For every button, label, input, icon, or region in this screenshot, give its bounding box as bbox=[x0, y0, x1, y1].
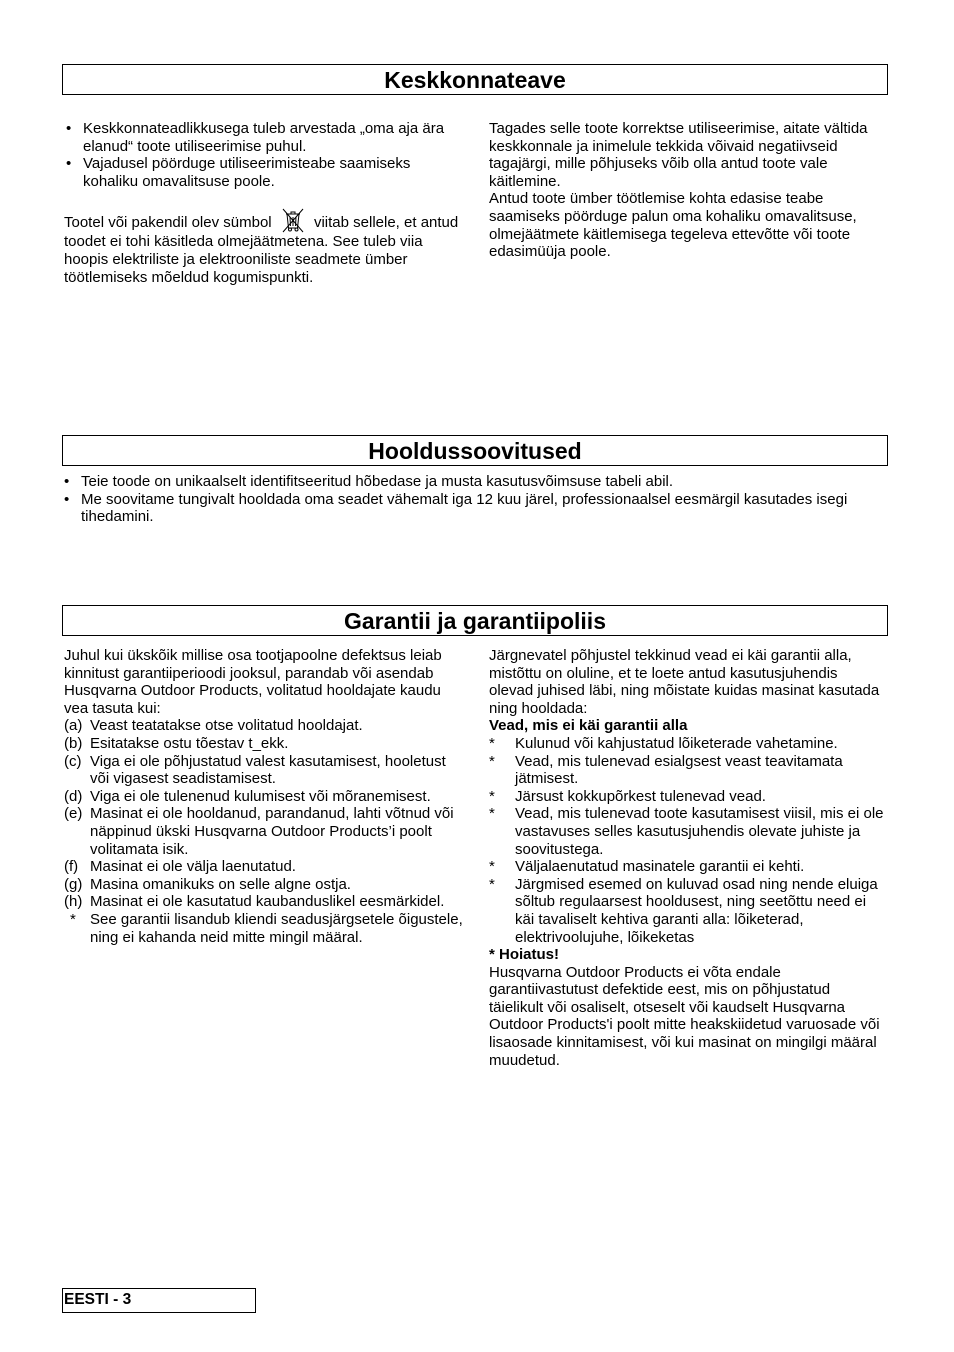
list-item bbox=[64, 717, 464, 735]
list-marker: (d) bbox=[64, 787, 83, 805]
list-marker: (e) bbox=[64, 805, 83, 823]
symbol-text-before: Tootel või pakendil olev sümbol bbox=[64, 214, 272, 232]
service-heading: Hooldussoovitused bbox=[62, 435, 888, 466]
symbol-paragraph bbox=[64, 207, 464, 286]
list-item-text: Masinat ei ole hooldanud, parandanud, lahti võtnud või näppinud ükski Husqvarna Outdoor Products’i poolt volitamata isik. bbox=[90, 805, 454, 858]
list-marker: (b) bbox=[64, 734, 83, 752]
list-item bbox=[64, 753, 464, 788]
crossed-out-wheelie-bin-icon bbox=[278, 207, 308, 233]
list-item: * Kulunud või kahjustatud lõiketerade vahetamine. bbox=[489, 735, 885, 753]
list-item: * Järsust kokkupõrkest tulenevad vead. bbox=[489, 788, 885, 806]
list-item: * Järgmised esemed on kuluvad osad ning nende eluiga sõltub regulaarsest hooldusest, ning seetõttu need ei käi tavaliselt kehtiva garanti alla: lõiketerad, elektrivoolujuhe, lõikeketas bbox=[489, 876, 885, 946]
list-marker: (f) bbox=[64, 858, 79, 876]
list-item: * Väljalaenutatud masinatele garantii ei kehti. bbox=[489, 858, 885, 876]
list-marker: (c) bbox=[64, 752, 82, 770]
environment-right-column bbox=[489, 120, 885, 261]
list-marker: (g) bbox=[64, 875, 83, 893]
page-footer-label: EESTI - 3 bbox=[62, 1288, 256, 1313]
warranty-right-intro: Järgnevatel põhjustel tekkinud vead ei käi garantii alla, mistõttu on oluline, et te loete antud kasutusjuhendis olevad juhised läbi, ning mõistate kuidas masinat kasutada ning hooldada: bbox=[489, 647, 880, 717]
list-item-text: See garantii lisandub kliendi seadusjärgsetele õigustele, ning ei kahanda neid mitte mingil määral. bbox=[90, 910, 463, 946]
warranty-conditions-list bbox=[64, 717, 464, 946]
list-item bbox=[64, 911, 464, 946]
warranty-right-column bbox=[489, 647, 885, 1069]
environment-bullet-list bbox=[64, 120, 464, 190]
environment-heading: Keskkonnateave bbox=[62, 64, 888, 95]
warranty-intro: Juhul kui ükskõik millise osa tootjapoolne defektsus leiab kinnitust garantiiperioodi jooksul, parandab või asendab Husqvarna Outdoor Products, volitatud hooldajate kaudu vea tasuta kui: bbox=[64, 647, 442, 717]
list-item-text: Masina omanikuks on selle algne ostja. bbox=[90, 875, 351, 893]
warranty-left-column bbox=[64, 647, 464, 946]
warranty-heading: Garantii ja garantiipoliis bbox=[62, 605, 888, 636]
list-item bbox=[64, 893, 464, 911]
list-item bbox=[64, 788, 464, 806]
warning-title: * Hoiatus! bbox=[489, 946, 560, 964]
list-item-text: Viga ei ole põhjustatud valest kasutamisest, hooletust või vigasest seadistamisest. bbox=[90, 752, 446, 788]
list-item: • Teie toode on unikaalselt identifitseeritud hõbedase ja musta kasutusvõimsuse tabeli abil. bbox=[62, 473, 888, 491]
list-item-text: Veast teatatakse otse volitatud hooldajat. bbox=[90, 717, 363, 735]
list-item bbox=[64, 876, 464, 894]
list-item: • Vajadusel pöörduge utiliseerimisteabe saamiseks kohaliku omavalitsuse poole. bbox=[64, 155, 464, 190]
list-item: * Vead, mis tulenevad esialgsest veast teavitamata jätmisest. bbox=[489, 753, 885, 788]
list-item-text: Masinat ei ole välja laenutatud. bbox=[90, 858, 296, 876]
list-item: * Vead, mis tulenevad toote kasutamisest viisil, mis ei ole vastavuses selles kasutusjuhendis olevate juhiste ja soovitustega. bbox=[489, 805, 885, 858]
list-item bbox=[64, 805, 464, 858]
list-item bbox=[64, 735, 464, 753]
exclusions-title: Vead, mis ei käi garantii alla bbox=[489, 717, 688, 735]
list-item-text: Esitatakse ostu tõestav t_ekk. bbox=[90, 734, 289, 752]
paragraph: Antud toote ümber töötlemise kohta edasise teabe saamiseks pöörduge palun oma kohaliku omavalitsuse, olmejäätmete käitlemisega tegeleva ettevõtte või toote edasimüüja poole. bbox=[489, 190, 857, 261]
list-item-text: Masinat ei ole kasutatud kaubanduslikel eesmärkidel. bbox=[90, 893, 445, 911]
warning-text: Husqvarna Outdoor Products ei võta endale garantiivastutust defektide eest, mis on põhjustatud täielikult või osaliselt, otseselt või kaudselt Husqvarna Outdoor Products'i poolt mitte heakskiidetud varuosade või lisaosade kinnitamisest, või kui masinat on mingilgi määral muudetud. bbox=[489, 963, 880, 1069]
exclusions-list bbox=[489, 735, 885, 946]
list-item-text: Viga ei ole tulenenud kulumisest või mõranemisest. bbox=[90, 787, 431, 805]
list-item bbox=[64, 858, 464, 876]
environment-left-column bbox=[64, 120, 464, 286]
paragraph: Tagades selle toote korrektse utiliseerimise, aitate vältida keskkonnale ja inimelule tekkida võivaid negatiivseid tagajärgi, mille põhjuseks võib olla antud toote vale käitlemine. bbox=[489, 120, 868, 190]
list-item: • Keskkonnateadlikkusega tuleb arvestada „oma aja ära elanud“ toote utiliseerimise puhul. bbox=[64, 120, 464, 155]
list-marker: * bbox=[70, 910, 76, 928]
service-bullet-list bbox=[62, 473, 888, 526]
list-marker: (a) bbox=[64, 717, 83, 735]
list-item: • Me soovitame tungivalt hooldada oma seadet vähemalt iga 12 kuu järel, professionaalsel eesmärgil kasutades isegi tihedamini. bbox=[62, 491, 888, 526]
service-section bbox=[62, 473, 888, 526]
symbol-text-after: viitab sellele, et antud toodet ei tohi käsitleda olmejäätmetena. See tuleb viia hoopis elektriliste ja elektrooniliste seadmete ümber töötlemiseks mõeldud kogumispunkti. bbox=[64, 214, 459, 286]
list-marker: (h) bbox=[64, 893, 83, 911]
